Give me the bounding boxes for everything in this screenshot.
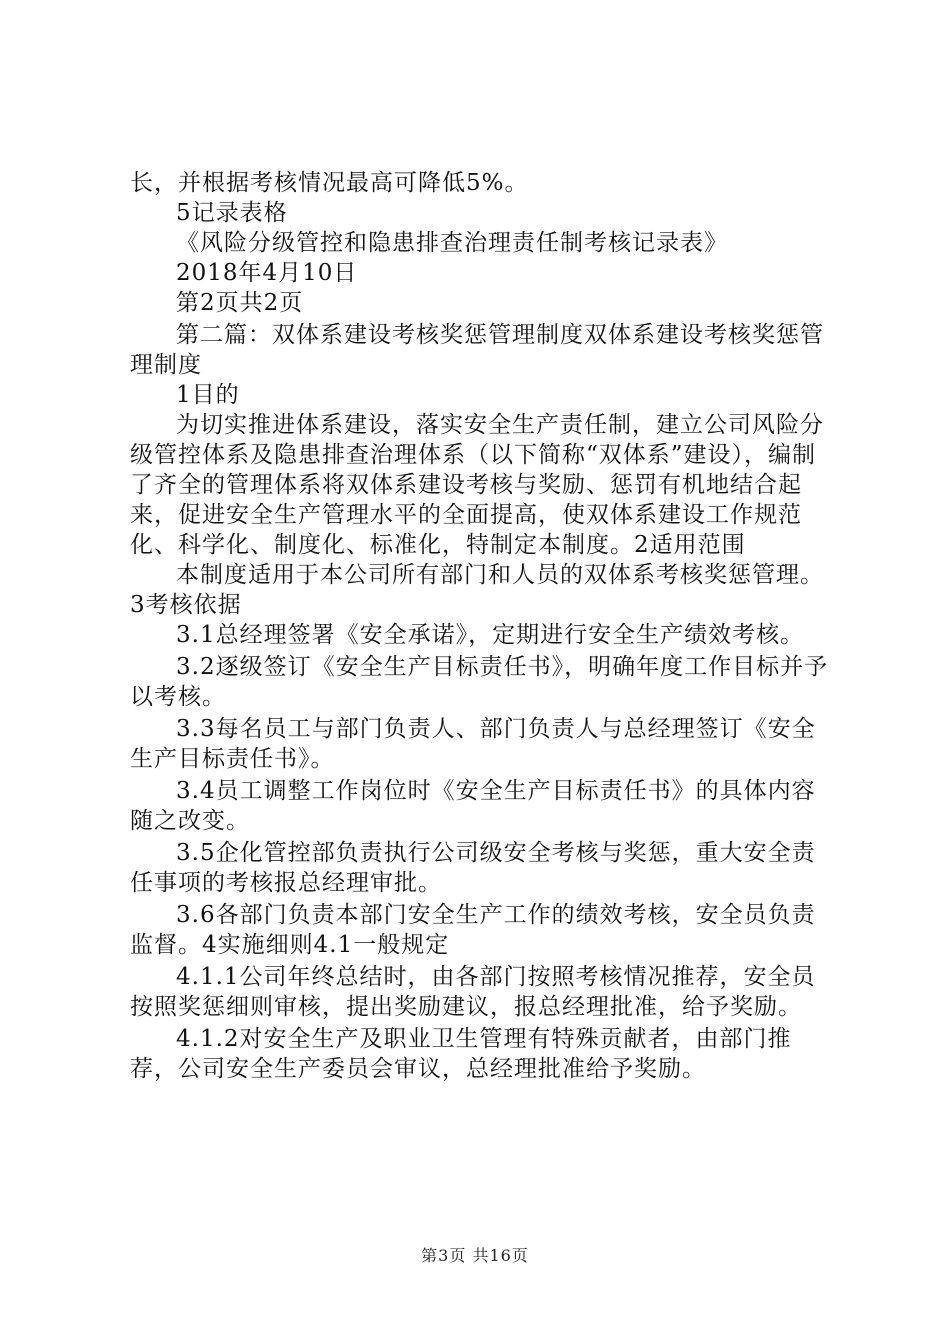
clause-3-4: 3.4员工调整工作岗位时《安全生产目标责任书》的具体内容随之改变。	[130, 778, 816, 834]
section-heading-records: 5记录表格	[176, 200, 288, 226]
document-body	[130, 168, 836, 1084]
page-footer: 第3页 共16页	[421, 1246, 529, 1265]
section-heading-purpose: 1目的	[176, 382, 240, 408]
chapter-title: 第二篇：双体系建设考核奖惩管理制度双体系建设考核奖惩管理制度	[130, 322, 824, 378]
clause-3-1: 3.1总经理签署《安全承诺》，定期进行安全生产绩效考核。	[176, 622, 805, 648]
paragraph-scope: 本制度适用于本公司所有部门和人员的双体系考核奖惩管理。3考核依据	[130, 562, 824, 618]
inner-page-count: 第2页共2页	[176, 290, 304, 316]
clause-4-1-1: 4.1.1公司年终总结时，由各部门按照考核情况推荐，安全员按照奖惩细则审核，提出奖励建议，报总经理批准，给予奖励。	[130, 964, 816, 1020]
paragraph-continuation: 长，并根据考核情况最高可降低5%。	[130, 170, 529, 196]
paragraph-purpose: 为切实推进体系建设，落实安全生产责任制，建立公司风险分级管控体系及隐患排查治理体系（以下简称“双体系”建设），编制了齐全的管理体系将双体系建设考核与奖励、惩罚有机地结合起来，促进安全生产管理水平的全面提高，使双体系建设工作规范化、科学化、制度化、标准化，特制定本制度。2适用范围	[130, 412, 824, 558]
record-form-title: 《风险分级管控和隐患排查治理责任制考核记录表》	[176, 230, 728, 256]
clause-3-5: 3.5企化管控部负责执行公司级安全考核与奖惩，重大安全责任事项的考核报总经理审批。	[130, 840, 816, 896]
clause-3-2: 3.2逐级签订《安全生产目标责任书》，明确年度工作目标并予以考核。	[130, 654, 829, 710]
clause-4-1-2: 4.1.2对安全生产及职业卫生管理有特殊贡献者，由部门推荐，公司安全生产委员会审议，总经理批准给予奖励。	[130, 1026, 792, 1082]
clause-3-3: 3.3每名员工与部门负责人、部门负责人与总经理签订《安全生产目标责任书》。	[130, 716, 816, 772]
clause-3-6: 3.6各部门负责本部门安全生产工作的绩效考核，安全员负责监督。4实施细则4.1一般规定	[130, 902, 816, 958]
document-date: 2018年4月10日	[176, 260, 358, 286]
